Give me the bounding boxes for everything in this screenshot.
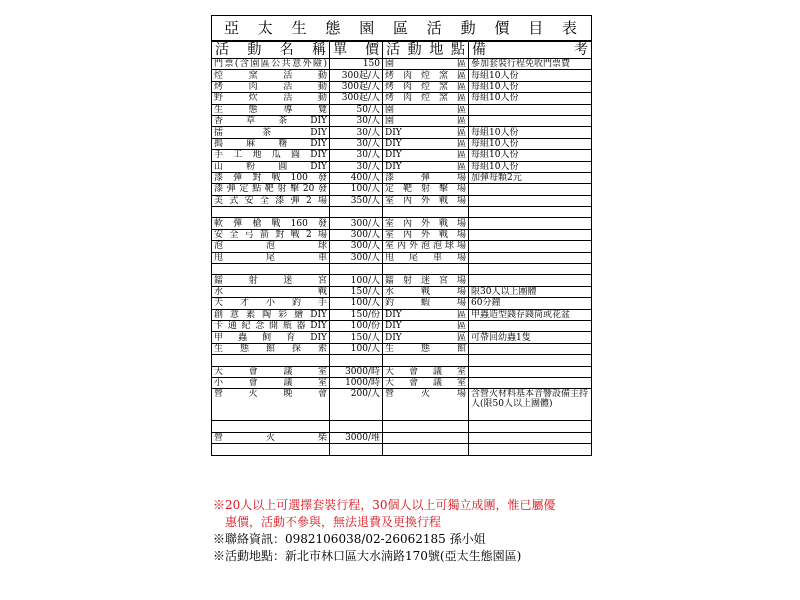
cell-remarks (469, 252, 592, 263)
table-row (212, 332, 592, 343)
cell-activity-name: 營火柴 (212, 432, 330, 443)
cell-remarks (469, 275, 592, 286)
cell-activity-name: 烤肉活動 (212, 81, 330, 92)
title-row (212, 16, 592, 42)
table-row (212, 275, 592, 286)
cell-activity-name: 漆彈定點靶射擊20發 (212, 184, 330, 195)
cell-location: 釣蝦場 (383, 298, 469, 309)
table-row (212, 343, 592, 354)
cell-remarks (469, 421, 592, 432)
cell-unit-price: 50/人 (330, 104, 383, 115)
cell-remarks: 每組10人份 (469, 161, 592, 172)
cell-unit-price: 400/人 (330, 172, 383, 183)
price-table (211, 15, 592, 456)
cell-unit-price: 100/人 (330, 184, 383, 195)
header-activity-name: 活動名稱 (212, 41, 330, 59)
cell-location (383, 264, 469, 275)
cell-unit-price: 200/人 (330, 389, 383, 421)
cell-location: 甩尾車場 (383, 252, 469, 263)
cell-location: DIY區 (383, 320, 469, 331)
cell-location: 鐳射迷宮場 (383, 275, 469, 286)
cell-activity-name: 美式安全漆彈2場 (212, 195, 330, 206)
cell-activity-name (212, 421, 330, 432)
cell-unit-price (330, 207, 383, 218)
cell-location: 大會議室 (383, 366, 469, 377)
cell-remarks: 每組10人份 (469, 93, 592, 104)
cell-unit-price (330, 421, 383, 432)
cell-remarks: 甲蟲造型錢存錢筒或花盆 (469, 309, 592, 320)
table-row (212, 115, 592, 126)
cell-activity-name: 甲蟲飼育DIY (212, 332, 330, 343)
table-row (212, 241, 592, 252)
cell-activity-name: 漆彈對戰100發 (212, 172, 330, 183)
cell-location: 園區 (383, 59, 469, 70)
table-row (212, 161, 592, 172)
cell-remarks: 可帶回幼蟲1隻 (469, 332, 592, 343)
cell-location: DIY區 (383, 309, 469, 320)
cell-activity-name: 創意素陶彩繪DIY (212, 309, 330, 320)
table-row (212, 59, 592, 70)
table-row (212, 286, 592, 297)
cell-location: 營火場 (383, 389, 469, 421)
table-row (212, 93, 592, 104)
notes-section (213, 497, 593, 565)
cell-remarks: 參加套裝行程免收門票費 (469, 59, 592, 70)
table-row (212, 252, 592, 263)
cell-remarks (469, 241, 592, 252)
cell-location: DIY區 (383, 161, 469, 172)
table-row (212, 320, 592, 331)
cell-unit-price (330, 444, 383, 455)
cell-remarks: 每組10人份 (469, 138, 592, 149)
header-unit-price: 單價 (330, 41, 383, 59)
cell-activity-name: 鐳射迷宮 (212, 275, 330, 286)
cell-location (383, 432, 469, 443)
price-list-sheet (211, 15, 591, 456)
table-row (212, 377, 592, 388)
table-row (212, 432, 592, 443)
cell-unit-price (330, 355, 383, 366)
cell-unit-price: 300/人 (330, 218, 383, 229)
cell-unit-price: 300/人 (330, 241, 383, 252)
cell-remarks (469, 195, 592, 206)
cell-remarks: 每組10人份 (469, 81, 592, 92)
page-title: 亞太生態園區活動價目表 (212, 16, 592, 42)
cell-remarks (469, 207, 592, 218)
cell-location (383, 444, 469, 455)
cell-unit-price: 150/人 (330, 286, 383, 297)
table-row (212, 229, 592, 240)
cell-unit-price: 350/人 (330, 195, 383, 206)
cell-remarks (469, 320, 592, 331)
cell-unit-price: 30/人 (330, 115, 383, 126)
cell-location: 定靶射擊場 (383, 184, 469, 195)
cell-activity-name: 安全弓箭對戰2場 (212, 229, 330, 240)
cell-location: 園區 (383, 104, 469, 115)
table-row (212, 104, 592, 115)
cell-activity-name: 山粉圓DIY (212, 161, 330, 172)
cell-location: 漆彈場 (383, 172, 469, 183)
cell-activity-name: 泡泡球 (212, 241, 330, 252)
cell-activity-name (212, 355, 330, 366)
cell-unit-price: 150/份 (330, 309, 383, 320)
note-contact: ※聯絡資訊：0982106038/02-26062185 孫小姐 (213, 532, 486, 546)
cell-location (383, 355, 469, 366)
cell-location (383, 421, 469, 432)
cell-unit-price: 30/人 (330, 127, 383, 138)
cell-activity-name: 甩尾車 (212, 252, 330, 263)
cell-activity-name: 軟彈槍戰160發 (212, 218, 330, 229)
table-row (212, 207, 592, 218)
cell-location: 大會議室 (383, 377, 469, 388)
cell-remarks: 加彈每顆2元 (469, 172, 592, 183)
cell-remarks: 限30人以上團體 (469, 286, 592, 297)
table-row (212, 70, 592, 81)
cell-unit-price: 100/人 (330, 298, 383, 309)
cell-remarks (469, 343, 592, 354)
cell-activity-name: 卡通紀念開瓶器DIY (212, 320, 330, 331)
cell-location: 室內外戰場 (383, 195, 469, 206)
cell-unit-price: 100/人 (330, 275, 383, 286)
note-group-package-cont: 惠價，活動不參與，無法退費及更換行程 (225, 515, 442, 529)
cell-activity-name: 小會議室 (212, 377, 330, 388)
cell-remarks (469, 218, 592, 229)
cell-remarks (469, 115, 592, 126)
cell-remarks (469, 229, 592, 240)
cell-location: 園區 (383, 115, 469, 126)
cell-unit-price: 300/人 (330, 229, 383, 240)
note-location: ※活動地點：新北市林口區大水湳路170號(亞太生態園區) (213, 549, 522, 563)
table-row (212, 389, 592, 421)
cell-activity-name: 生態導覽 (212, 104, 330, 115)
table-row (212, 218, 592, 229)
cell-activity-name: 天才小釣手 (212, 298, 330, 309)
cell-remarks (469, 444, 592, 455)
table-row (212, 444, 592, 455)
cell-location (383, 207, 469, 218)
cell-activity-name: 門票(含園區公共意外險) (212, 59, 330, 70)
cell-activity-name: 野炊活動 (212, 93, 330, 104)
cell-remarks (469, 104, 592, 115)
cell-unit-price: 300/人 (330, 252, 383, 263)
cell-activity-name: 焢窯活動 (212, 70, 330, 81)
cell-location: 烤肉焢窯區 (383, 70, 469, 81)
cell-unit-price: 300起/人 (330, 93, 383, 104)
cell-unit-price: 1000/時 (330, 377, 383, 388)
cell-location: DIY區 (383, 138, 469, 149)
table-row (212, 172, 592, 183)
table-row (212, 309, 592, 320)
table-row (212, 184, 592, 195)
cell-location: 室內外戰場 (383, 229, 469, 240)
cell-activity-name: 香草茶DIY (212, 115, 330, 126)
table-row (212, 195, 592, 206)
cell-remarks (469, 355, 592, 366)
cell-unit-price: 100/份 (330, 320, 383, 331)
cell-unit-price: 30/人 (330, 138, 383, 149)
cell-activity-name (212, 207, 330, 218)
cell-location: 室內外戰場 (383, 218, 469, 229)
cell-remarks: 每組10人份 (469, 70, 592, 81)
cell-unit-price: 3000/堆 (330, 432, 383, 443)
cell-unit-price (330, 264, 383, 275)
cell-location: 生態館 (383, 343, 469, 354)
cell-unit-price: 150 (330, 59, 383, 70)
table-body (212, 59, 592, 456)
table-row (212, 264, 592, 275)
table-row (212, 355, 592, 366)
cell-activity-name: 水戰 (212, 286, 330, 297)
table-row (212, 150, 592, 161)
table-row (212, 81, 592, 92)
cell-location: 水戰場 (383, 286, 469, 297)
cell-remarks (469, 184, 592, 195)
cell-remarks (469, 377, 592, 388)
cell-location: DIY區 (383, 332, 469, 343)
cell-activity-name: 手工地瓜圓DIY (212, 150, 330, 161)
cell-location: 室內外泡泡球場 (383, 241, 469, 252)
cell-activity-name (212, 444, 330, 455)
table-row (212, 366, 592, 377)
cell-unit-price: 30/人 (330, 161, 383, 172)
cell-unit-price: 3000/時 (330, 366, 383, 377)
cell-unit-price: 150/人 (330, 332, 383, 343)
cell-location: 烤肉焢窯區 (383, 81, 469, 92)
cell-location: DIY區 (383, 127, 469, 138)
cell-remarks (469, 366, 592, 377)
table-row (212, 138, 592, 149)
table-row (212, 298, 592, 309)
cell-activity-name: 搗麻糬DIY (212, 138, 330, 149)
cell-unit-price: 300起/人 (330, 81, 383, 92)
cell-unit-price: 100/人 (330, 343, 383, 354)
cell-activity-name: 大會議室 (212, 366, 330, 377)
cell-remarks: 含營火材料基本音響設備主持人(限50人以上團體) (469, 389, 592, 421)
header-row (212, 41, 592, 59)
cell-unit-price: 300起/人 (330, 70, 383, 81)
cell-activity-name: 擂茶DIY (212, 127, 330, 138)
table-row (212, 127, 592, 138)
header-remarks: 備考 (469, 41, 592, 59)
cell-remarks (469, 432, 592, 443)
table-row (212, 421, 592, 432)
cell-remarks (469, 264, 592, 275)
header-location: 活動地點 (383, 41, 469, 59)
cell-location: DIY區 (383, 150, 469, 161)
cell-unit-price: 30/人 (330, 150, 383, 161)
cell-activity-name: 營火晚會 (212, 389, 330, 421)
cell-remarks: 每組10人份 (469, 127, 592, 138)
cell-remarks: 每組10人份 (469, 150, 592, 161)
cell-location: 烤肉焢窯區 (383, 93, 469, 104)
note-group-package: ※20人以上可選擇套裝行程，30個人以上可獨立成團，惟已屬優 (213, 498, 556, 512)
cell-activity-name: 生態館探索 (212, 343, 330, 354)
cell-activity-name (212, 264, 330, 275)
cell-remarks: 60分鐘 (469, 298, 592, 309)
